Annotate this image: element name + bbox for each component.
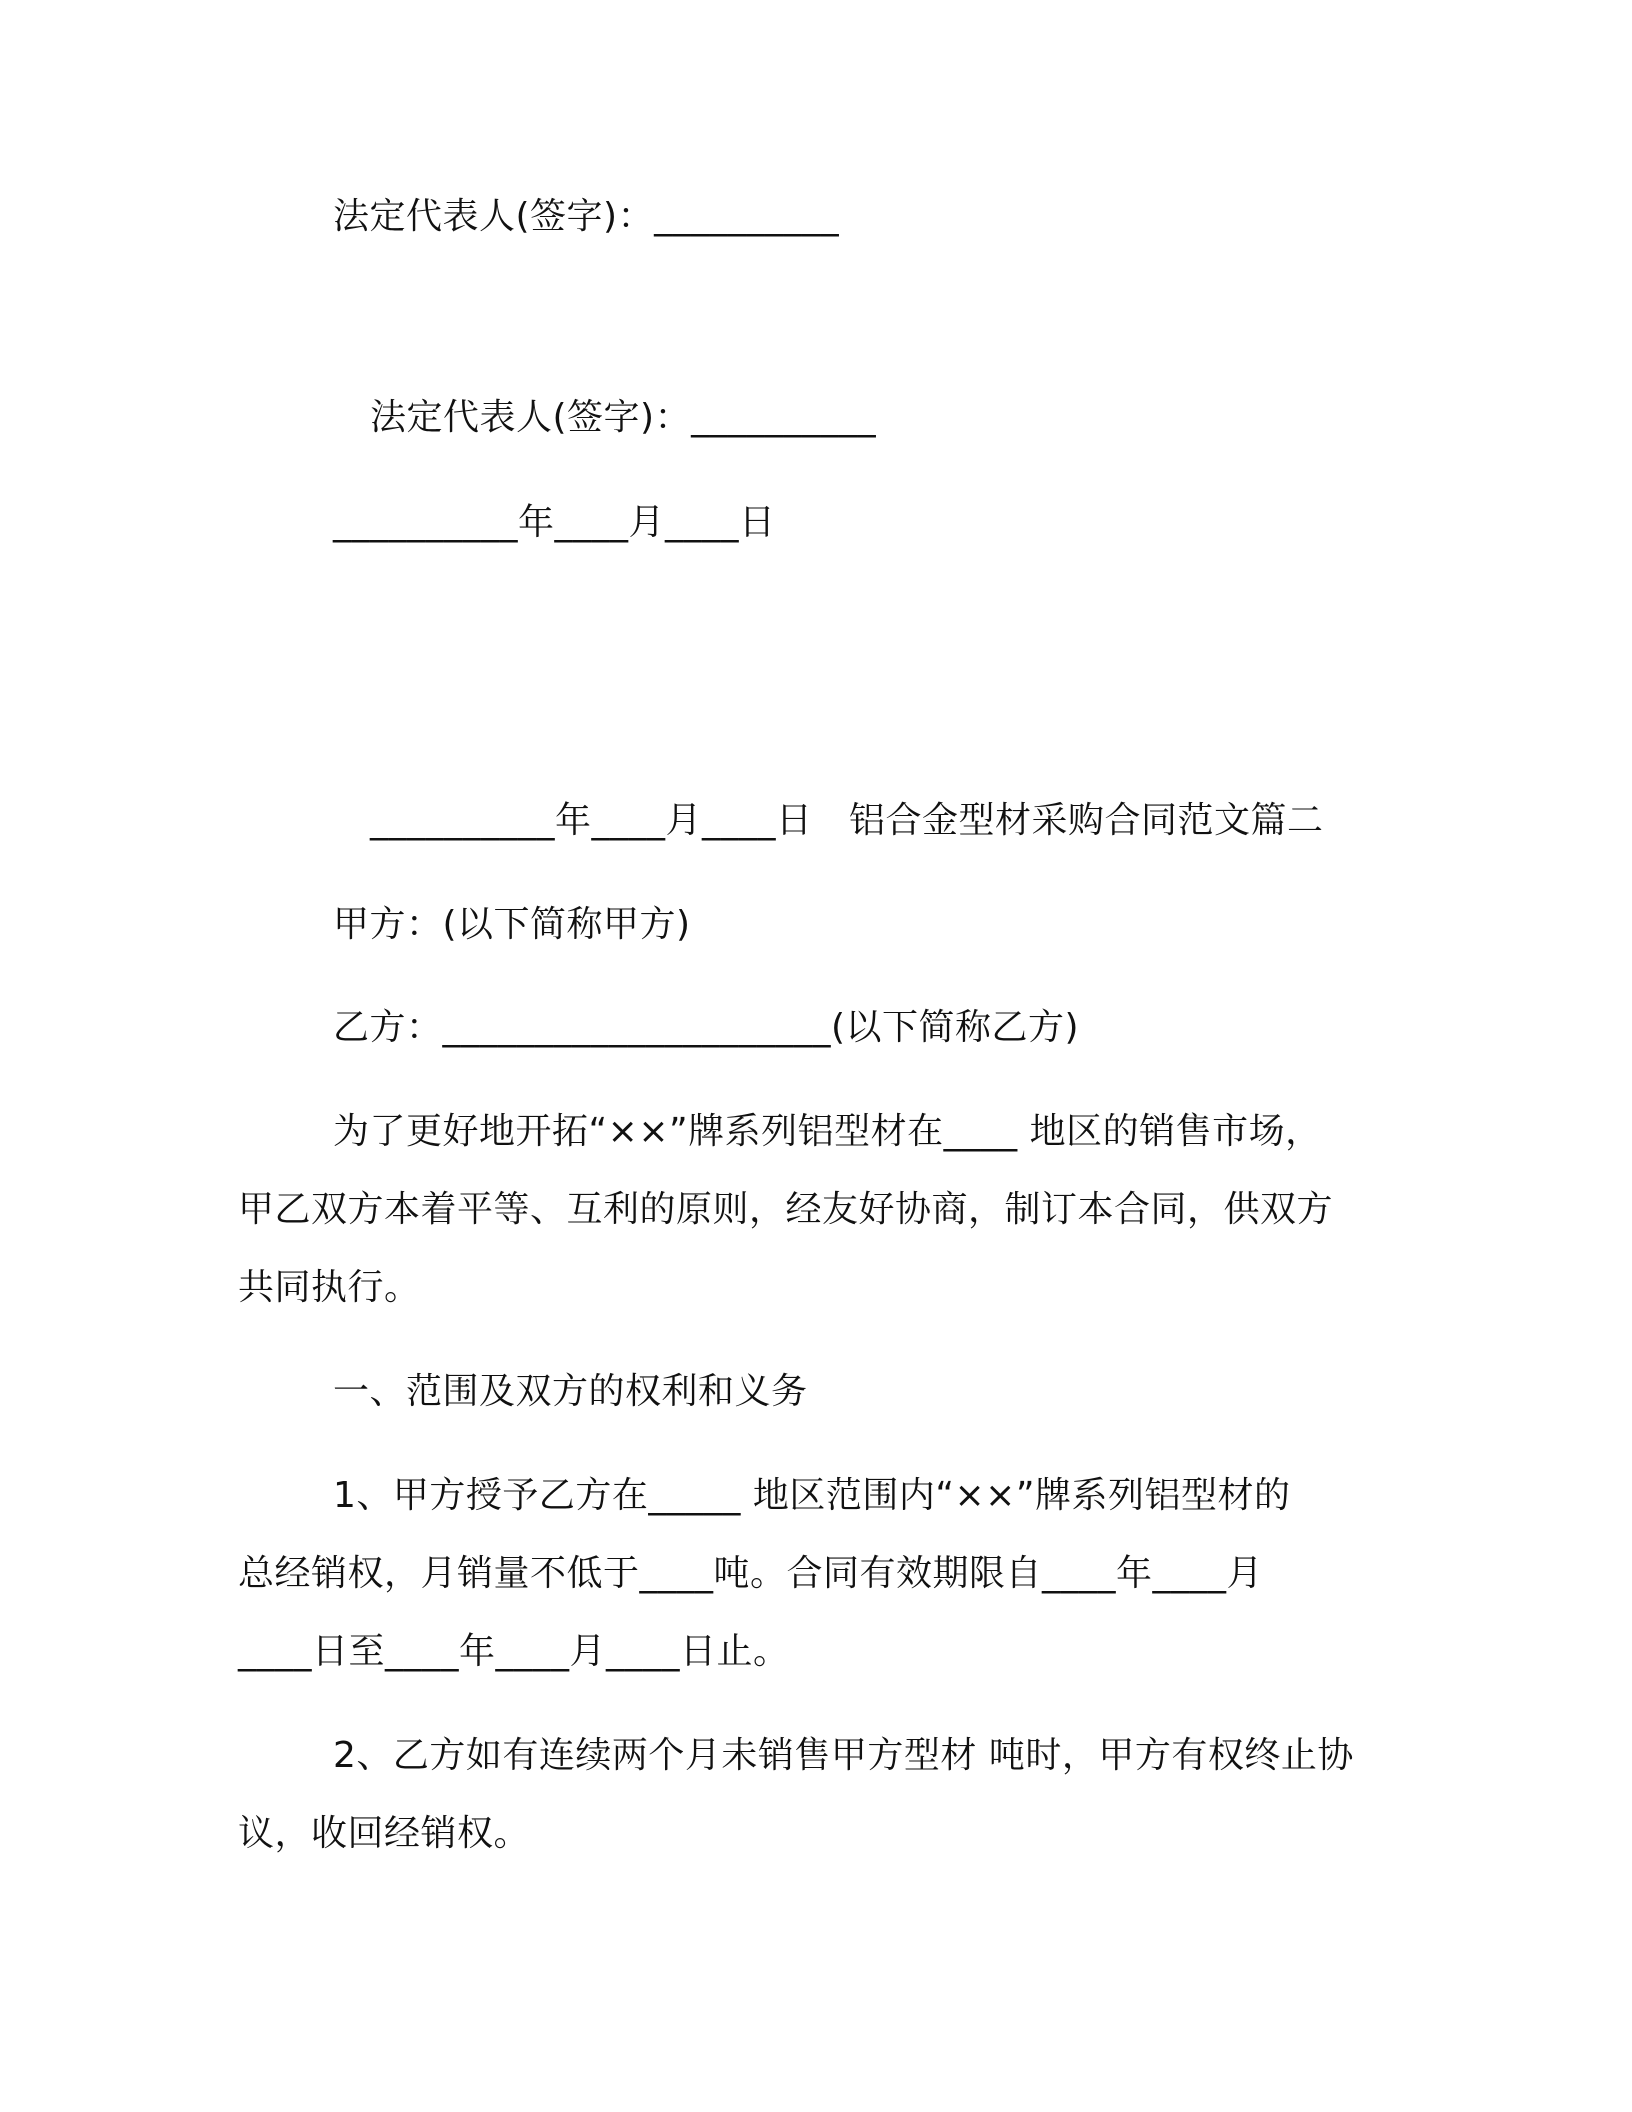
intro-line-3: 共同执行。 (238, 1267, 421, 1308)
clause-1-line-2: 总经销权，月销量不低于____吨。合同有效期限自____年____月 (238, 1553, 1264, 1594)
clause-1-line-1: 1、甲方授予乙方在_____ 地区范围内“××”牌系列铝型材的 (333, 1475, 1291, 1516)
clause-1-line-3: ____日至____年____月____日止。 (238, 1631, 790, 1672)
clause-2-line-2: 议，收回经销权。 (238, 1813, 531, 1854)
intro-line-2: 甲乙双方本着平等、互利的原则，经友好协商，制订本合同，供双方 (238, 1189, 1334, 1230)
party-b-line: 乙方：_____________________(以下简称乙方) (333, 1007, 1080, 1048)
signature-line-1: 法定代表人(签字)：__________ (333, 196, 840, 237)
clause-2-line-1: 2、乙方如有连续两个月未销售甲方型材 吨时，甲方有权终止协 (333, 1735, 1354, 1776)
date-title-line: __________年____月____日 铝合金型材采购合同范文篇二 (370, 800, 1324, 841)
date-line-1: __________年____月____日 (333, 502, 776, 543)
section-1-heading: 一、范围及双方的权利和义务 (333, 1371, 808, 1412)
intro-line-1: 为了更好地开拓“××”牌系列铝型材在____ 地区的销售市场， (333, 1111, 1322, 1152)
signature-line-2: 法定代表人(签字)：__________ (370, 397, 877, 438)
party-a-line: 甲方：(以下简称甲方) (333, 904, 691, 945)
